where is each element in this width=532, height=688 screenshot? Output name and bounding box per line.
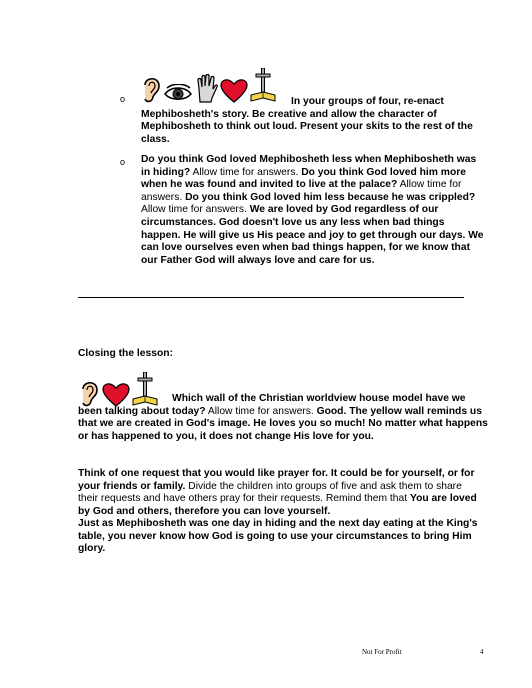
closing-heading: Closing the lesson: (78, 348, 173, 359)
prayer-request: Think of one request that you would like prayer for. It could be for yourself, or for your friends or family. (78, 468, 475, 492)
bullet-marker: o (120, 94, 126, 104)
answer-prompt: Allow time for answers. (141, 179, 462, 203)
question-2: Do you think God loved him more when he was found and invited to live at the palace? (141, 166, 466, 191)
question-1: Do you think God loved Mephibosheth less when Mephibosheth was in hiding? (141, 154, 477, 178)
closing-paragraph-3 (78, 518, 490, 556)
group-instruction: Divide the children into groups of five and ask them to share their requests and have others pray for their requests. Remind them that (78, 480, 462, 505)
bullet1-text (141, 96, 479, 146)
reenact-instruction: In your groups of four, re-enact Mephibosheth's story. Be creative and allow the character of Mephibosheth to think out loud. Present your skits to the rest of the class. (141, 96, 473, 145)
section-divider (78, 297, 464, 298)
answer-summary: We are loved by God regardless of our circumstances. God doesn't love us any less when bad things happen. He will give us His peace and joy to get through our days. We can love ourselves even when bad things happen, for we know that our Father God will always love and care for us. (141, 204, 484, 266)
closing-paragraph-1 (78, 393, 488, 443)
kings-table-statement: Just as Mephibosheth was one day in hiding and the next day eating at the King's table, you never know how God is going to use your circumstances to bring Him glory. (78, 518, 478, 555)
footer-text: Not For Profit (362, 648, 402, 656)
page-number: 4 (480, 648, 484, 656)
yellow-wall-summary: Good. The yellow wall reminds us that we are created in God's image. He loves you so much! No matter what happens or has happened to you, it does not change His love for you. (78, 405, 488, 442)
bullet-marker: o (120, 157, 126, 167)
answer-prompt: Allow time for answers. (141, 204, 250, 216)
question-3: Do you think God loved him less because he was crippled? (185, 191, 476, 203)
answer-prompt: Allow time for answers. (190, 166, 302, 178)
closing-paragraph-2 (78, 468, 483, 518)
bullet2-text (141, 154, 486, 267)
loved-statement: You are loved by God and others, therefore you can love yourself. (78, 493, 477, 517)
wall-question: Which wall of the Christian worldview house model have we been talking about today? (78, 393, 466, 417)
answer-prompt: Allow time for answers. (205, 405, 317, 417)
